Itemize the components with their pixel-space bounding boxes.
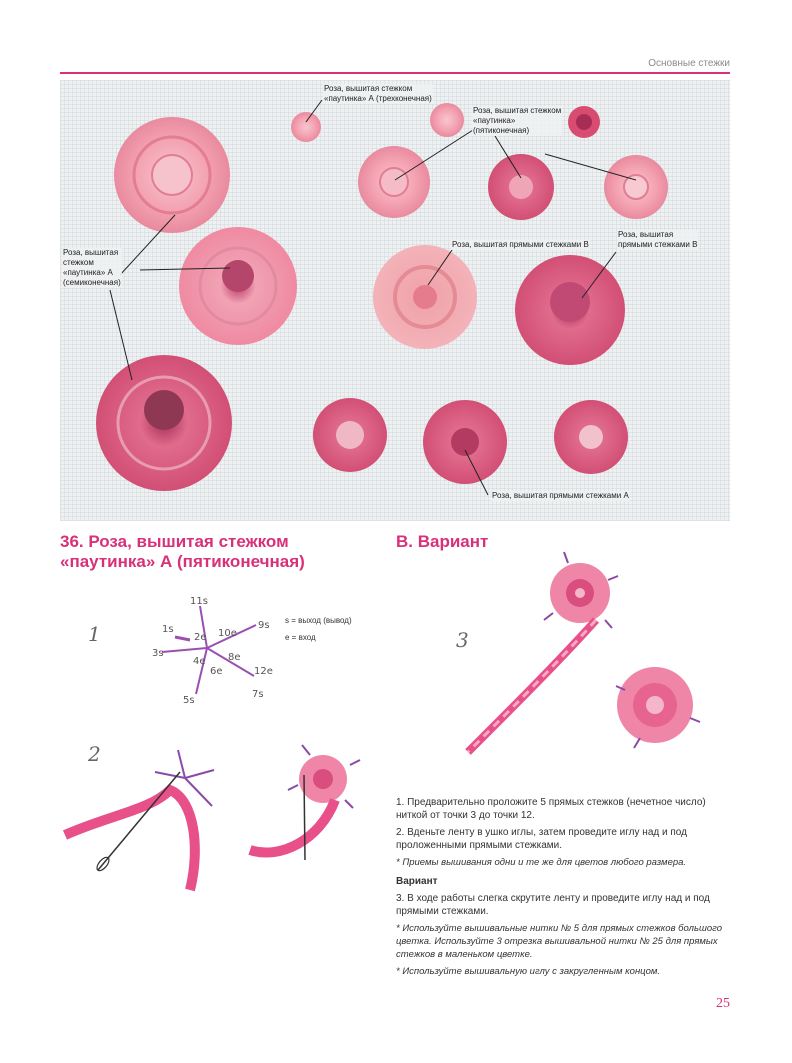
step2-right-diagram: [250, 745, 360, 860]
legend-e: e = вход: [285, 633, 316, 642]
label-web5-line3: (пятиконечная): [473, 126, 530, 135]
point-7s: 7s: [252, 689, 264, 700]
step2-left-diagram: [65, 750, 214, 890]
point-3s: 3s: [152, 648, 164, 659]
instruction-1: 1. Предварительно проложите 5 прямых стежков (нечетное число) ниткой от точки 3 до точки 12.: [396, 797, 706, 821]
point-11s: 11s: [190, 596, 208, 607]
label-web3-line2: «паутинка» А (трехконечная): [324, 94, 432, 103]
note-3: * Используйте вышивальную иглу с закругленным концом.: [396, 966, 661, 977]
title-line1: 36. Роза, вышитая стежком: [60, 532, 289, 551]
point-1s: 1s: [162, 624, 174, 635]
step2-label: 2: [88, 742, 101, 766]
point-6e: 6e: [210, 666, 223, 677]
note-2: * Используйте вышивальные нитки № 5 для прямых стежков большого цветка. Используйте 3 отрезка вышивальной нитки № 25 для прямых стежков в маленьком цветке.: [396, 923, 722, 960]
point-9s: 9s: [258, 620, 270, 631]
step1-star-diagram: [162, 606, 256, 694]
point-10e: 10e: [218, 628, 237, 639]
label-web5-line2: «паутинка»: [473, 116, 516, 125]
section-title: Основные стежки: [648, 58, 730, 69]
label-web7-line2: стежком: [63, 258, 94, 267]
point-2e: 2e: [194, 632, 207, 643]
label-straight-b-right-line2: прямыми стежками В: [618, 240, 698, 249]
legend-s: s = выход (вывод): [285, 616, 352, 625]
instructions: [396, 796, 726, 982]
note-1: * Приемы вышивания одни и те же для цветов любого размера.: [396, 857, 687, 868]
page-number: 25: [716, 996, 730, 1011]
label-web7-line3: «паутинка» А: [63, 268, 113, 277]
label-web5-line1: Роза, вышитая стежком: [473, 106, 562, 115]
point-4e: 4e: [193, 656, 206, 667]
step3-variant-diagram: [468, 552, 700, 752]
instruction-2: 2. Вденьте ленту в ушко иглы, затем проведите иглу над и под проложенными прямыми стежками.: [396, 827, 687, 851]
label-web7-line4: (семиконечная): [63, 278, 121, 287]
point-5s: 5s: [183, 695, 195, 706]
label-straight-b-right-line1: Роза, вышитая: [618, 230, 674, 239]
point-12e: 12e: [254, 666, 273, 677]
variant-step: 3. В ходе работы слегка скрутите ленту и проведите иглу над и под прямыми стежками.: [396, 893, 710, 917]
label-web3-line1: Роза, вышитая стежком: [324, 84, 413, 93]
point-8e: 8e: [228, 652, 241, 663]
variant-title: В. Вариант: [396, 532, 489, 551]
label-web7-line1: Роза, вышитая: [63, 248, 119, 257]
variant-heading: Вариант: [396, 876, 438, 887]
label-straight-b-mid: Роза, вышитая прямыми стежками В: [452, 240, 589, 249]
step1-label: 1: [88, 622, 101, 646]
label-straight-a: Роза, вышитая прямыми стежками А: [492, 491, 629, 500]
title-line2: «паутинка» А (пятиконечная): [60, 552, 305, 571]
legend: [285, 612, 352, 646]
step1-stitch: [175, 637, 190, 640]
step3-label: 3: [456, 628, 469, 652]
